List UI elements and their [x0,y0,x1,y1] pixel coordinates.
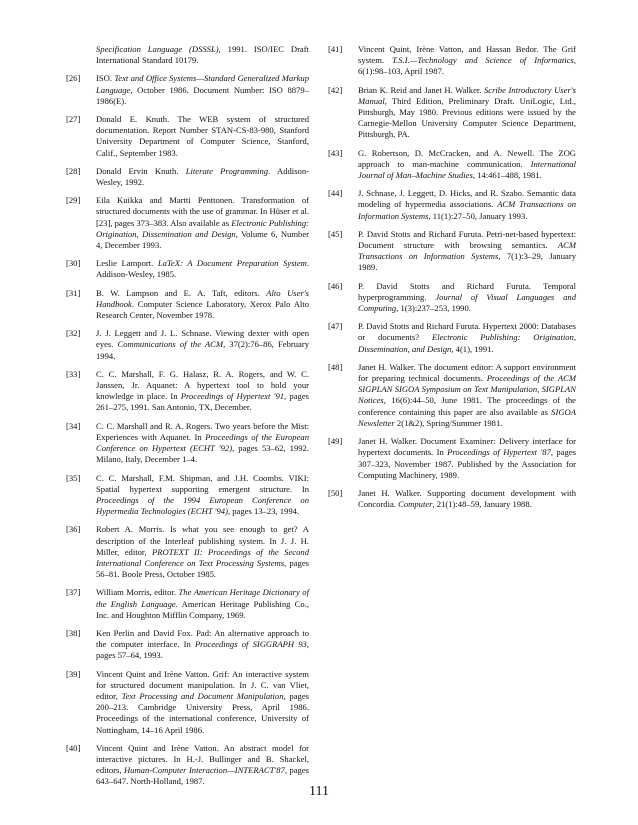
reference-text: Eila Kuikka and Martti Penttonen. Transformation of structured documents with the use of grammar. In Hüser et al. [23], pages 373–383. Also available as Electronic Publishing: Origination, Dissemination and Design, Volume 6, Number 4, December 1993. [96,195,309,251]
reference-text: C. C. Marshall, F. G. Halasz, R. A. Rogers, and W. C. Janssen, Jr. Aquanet: A hypertext tool to hold your knowledge in place. In Proceedings of Hypertext '91, pages 261–275, 1991. San Antonio, TX, December. [96,368,309,413]
reference-entry [66,473,309,518]
reference-entry [328,362,576,429]
reference-number: [27] [66,114,81,125]
reference-number: [43] [328,147,343,158]
reference-entry [66,524,309,580]
reference-entry [66,44,309,66]
reference-text: Leslie Lamport. LaTeX: A Document Preparation System. Addison-Wesley, 1985. [96,258,309,280]
reference-entry [66,166,309,188]
reference-text: P. David Stotts and Richard Furuta. Hypertext 2000: Databases or documents? Electronic Publishing: Origination, Dissemination, and Design, 4(1), 1991. [358,321,576,354]
reference-entry [66,114,309,159]
reference-number: [39] [66,668,81,679]
reference-text: C. C. Marshall, F.M. Shipman, and J.H. Coombs. VIKI: Spatial hypertext supporting emergent structure. In Proceedings of the 1994 European Conference on Hypermedia Technologies (ECHT '94), pages 13–23, 1994. [96,472,309,517]
references-right-column [328,44,576,517]
reference-text: Donald Ervin Knuth. Literate Programming. Addison-Wesley, 1992. [96,165,309,188]
reference-entry [66,258,309,280]
reference-number: [49] [328,436,343,447]
reference-number: [48] [328,361,343,372]
reference-entry [328,321,576,355]
reference-entry [328,281,576,315]
reference-text: Vincent Quint and Irène Vatton. An abstract model for interactive pictures. In H.-J. Bullinger and B. Shackel, editors, Human-Computer Interaction—INTERACT'87, pages 643–647. North-Holland, 1987. [96,742,309,787]
reference-text: J. Schnase, J. Leggett, D. Hicks, and R. Szabo. Semantic data modeling of hypermedia associations. ACM Transactions on Information Systems, 11(1):27–50, January 1993. [358,188,576,221]
reference-entry [66,288,309,322]
reference-entry [66,669,309,736]
reference-number: [41] [328,44,343,54]
reference-number: [36] [66,524,81,535]
reference-text: J. J. Leggett and J. L. Schnase. Viewing dexter with open eyes. Communications of the ACM, 37(2):76–86, February 1994. [96,328,309,361]
reference-number: [26] [66,73,81,84]
reference-entry [66,587,309,621]
reference-number: [30] [66,258,81,269]
reference-text: Janet H. Walker. The document editor: A support environment for preparing technical documents. Proceedings of the ACM SIGPLAN SIGOA Symposium on Text Manipulation, SIGPLAN Notices, 16(6):44–50, June 1981. The proceedings of the conference containing this paper are also available as SIGOA Newsletter 2(1&2), Spring/Summer 1981. [358,361,576,428]
reference-entry [328,85,576,141]
reference-number: [46] [328,280,343,291]
reference-entry [328,148,576,182]
reference-entry [66,421,309,466]
reference-entry [328,44,576,78]
reference-number: [47] [328,321,343,332]
reference-entry [328,436,576,481]
reference-text: Janet H. Walker. Supporting document development with Concordia. Computer, 21(1):48–59, January 1988. [358,487,576,510]
reference-number: [34] [66,420,81,431]
reference-number: [38] [66,627,81,638]
reference-text: Ken Perlin and David Fox. Pad: An alternative approach to the computer interface. In Proceedings of SIGGRAPH 93, pages 57–64, 1993. [96,627,309,661]
references-left-column [66,44,309,795]
reference-number: [40] [66,742,81,753]
reference-text: Brian K. Reid and Janet H. Walker. Scribe Introductory User's Manual, Third Edition, Preliminary Draft. UniLogic, Ltd., Pittsburgh, May 1980. Previous editions were issued by the Carnegie-Mellon University Computer Science Department, Pittsburgh, PA. [358,84,576,140]
reference-number: [50] [328,487,343,498]
reference-number: [45] [328,228,343,239]
reference-entry [66,195,309,251]
reference-text: Robert A. Morris. Is what you see enough to get? A description of the Interleaf publishing system. In J. J. H. Miller, editor, PROTEXT II: Proceedings of the Second International Conference on Text Processing Systems, pages 56–81. Boole Press, October 1985. [96,524,309,580]
reference-number: [28] [66,165,81,176]
reference-text: William Morris, editor. The American Heritage Dictionary of the English Language. American Heritage Publishing Co., Inc. and Houghton Mifflin Company, 1969. [96,587,310,620]
reference-text: B. W. Lampson and E. A. Taft, editors. Alto User's Handbook. Computer Science Laboratory, Xerox Palo Alto Research Center, November 1978. [96,287,309,321]
reference-entry [66,328,309,362]
reference-entry [66,628,309,662]
page-number: 111 [309,784,329,799]
reference-entry [66,743,309,788]
reference-text: Donald E. Knuth. The WEB system of structured documentation. Report Number STAN-CS-83-980, Stanford University Department of Computer Science, Stanford, Calif., September 1983. [96,114,309,158]
reference-text: P. David Stotts and Richard Furuta. Petri-net-based hypertext: Document structure with browsing semantics. ACM Transactions on Information Systems, 7(1):3–29, January 1989. [358,228,576,273]
reference-text: G. Robertson, D. McCracken, and A. Newell. The ZOG approach to man-machine communication. International Journal of Man–Machine Studies, 14:461–488, 1981. [358,147,576,181]
reference-number: [31] [66,287,81,298]
reference-entry [328,188,576,222]
reference-number: [32] [66,328,81,339]
reference-text: Vincent Quint and Irène Vatton. Grif: An interactive system for structured document manipulation. In J. C. van Vliet, editor, Text Processing and Document Manipulation, pages 200–213. Cambridge University Press, April 1986. Proceedings of the international conference, University of Nottingham, 14–16 April 1986. [96,668,309,735]
reference-entry [328,229,576,274]
reference-number: [29] [66,195,81,206]
reference-number: [35] [66,472,81,483]
reference-text: C. C. Marshall and R. A. Rogers. Two years before the Mist: Experiences with Aquanet. In Proceedings of the European Conference on Hypertext (ECHT '92), pages 53–62, 1992. Milano, Italy, December 1–4. [96,420,309,465]
reference-number: [42] [328,84,343,95]
reference-number: [37] [66,587,81,598]
reference-number: [44] [328,188,343,199]
reference-text: ISO. Text and Office Systems—Standard Generalized Markup Language, October 1986. Document Number: ISO 8879–1986(E). [96,73,309,106]
reference-text: Janet H. Walker. Document Examiner: Delivery interface for hypertext documents. In Proceedings of Hypertext '87, pages 307–323, November 1987. Published by the Association for Computing Machinery, 1989. [358,436,576,480]
reference-number: [33] [66,368,81,379]
reference-text: Specification Language (DSSSL), 1991. ISO/IEC Draft International Standard 10179. [96,44,309,66]
reference-entry [66,369,309,414]
reference-text: P. David Stotts and Richard Furuta. Temporal hyperprogramming. Journal of Visual Languages and Computing, 1(3):237–253, 1990. [358,280,576,314]
reference-text: Vincent Quint, Irène Vatton, and Hassan Bedor. The Grif system. T.S.I.—Technology and Science of Informatics, 6(1):98–103, April 1987. [358,44,576,77]
reference-entry [328,488,576,510]
reference-entry [66,73,309,107]
